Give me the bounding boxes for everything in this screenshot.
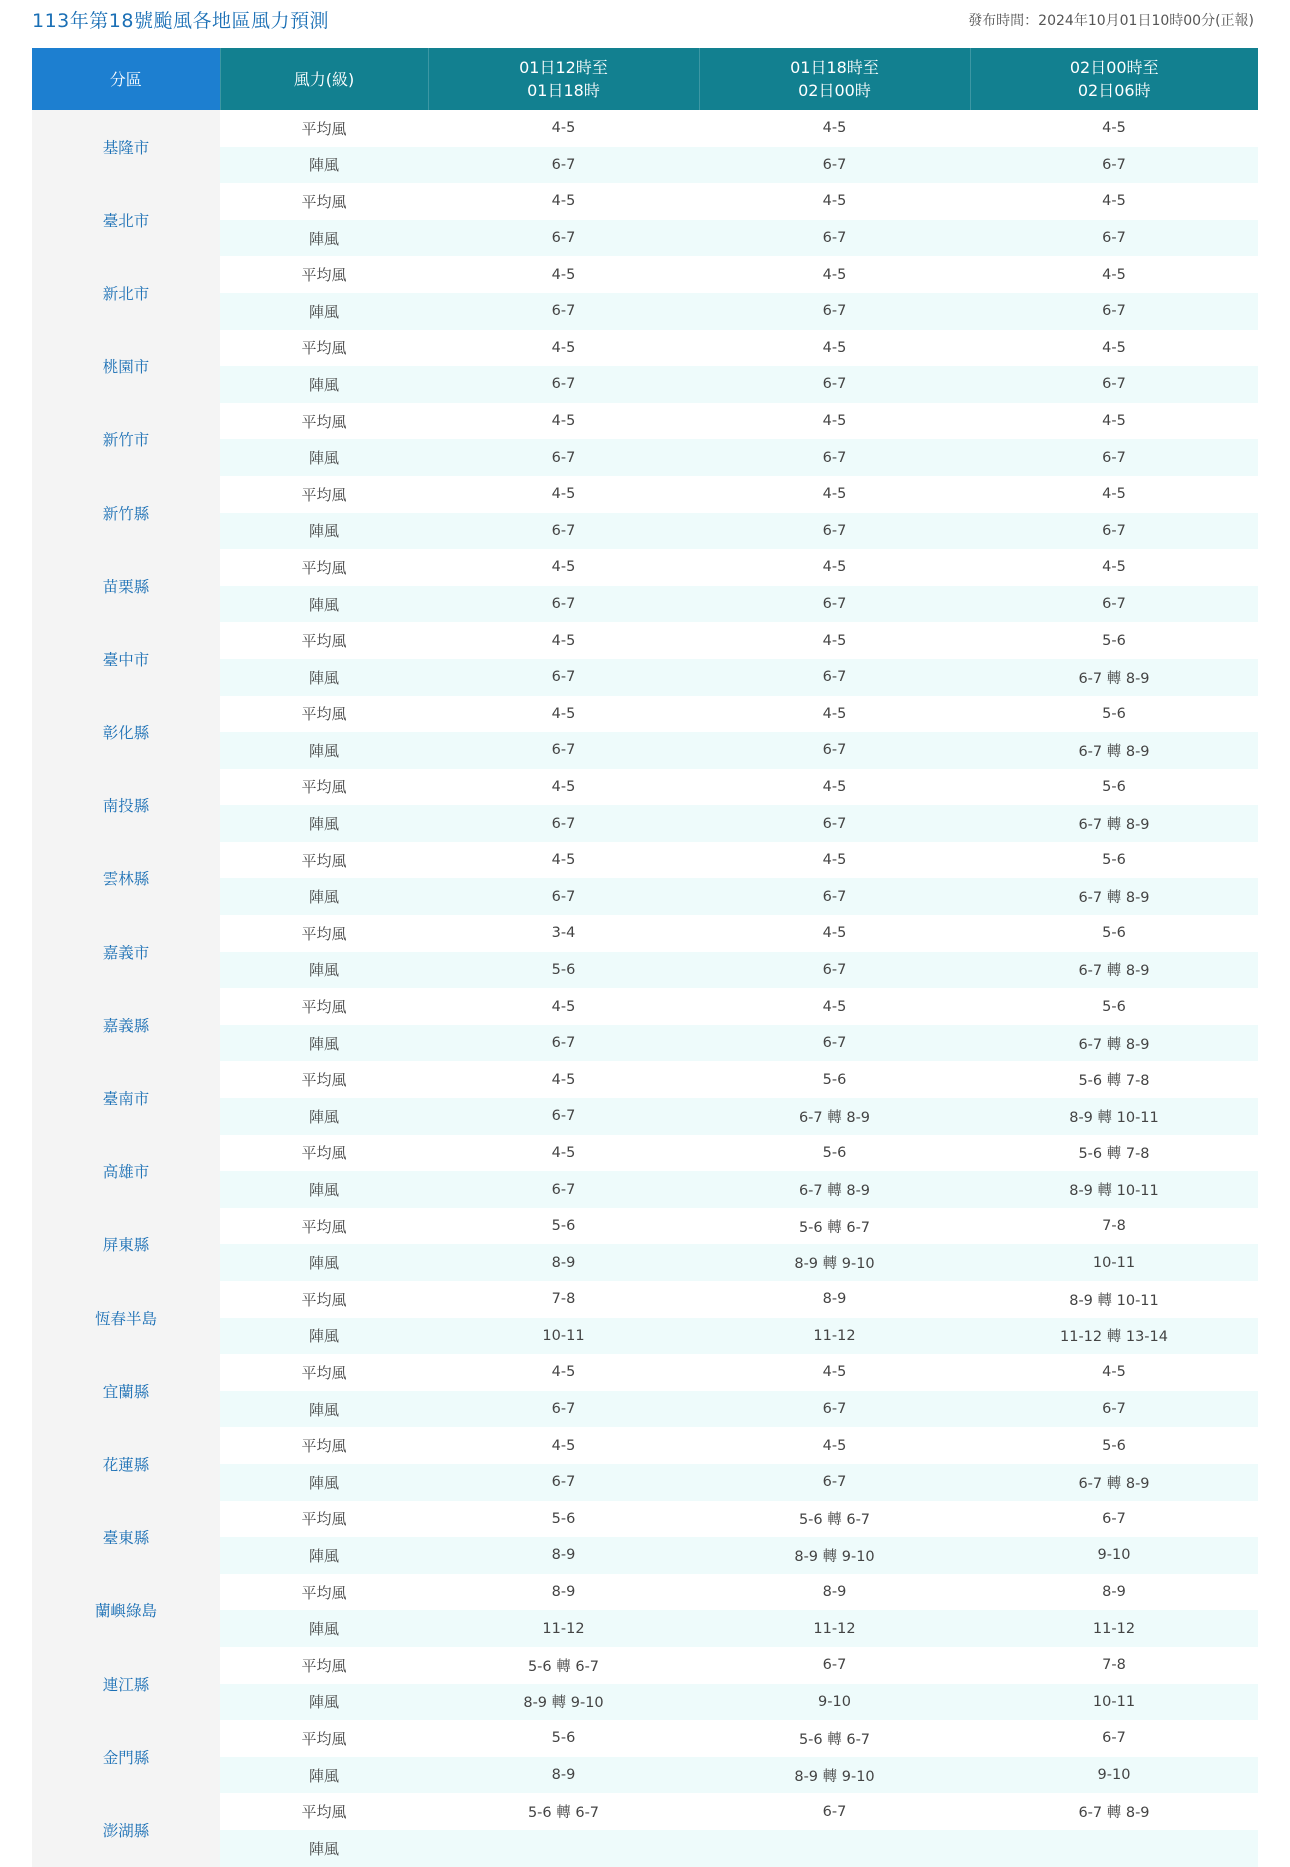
gust-value: 6-7 xyxy=(970,1391,1258,1428)
average-wind-label: 平均風 xyxy=(220,1135,428,1172)
region-name: 嘉義市 xyxy=(32,915,220,988)
gust-value: 10-11 xyxy=(428,1318,699,1355)
gust-value: 6-7 轉 8-9 xyxy=(970,878,1258,915)
table-body xyxy=(32,110,1258,1867)
average-wind-value: 4-5 xyxy=(970,476,1258,513)
average-wind-value: 4-5 xyxy=(970,110,1258,147)
gust-label: 陣風 xyxy=(220,1757,428,1794)
gust-value: 11-12 xyxy=(699,1318,970,1355)
region-name: 新北市 xyxy=(32,256,220,329)
average-wind-label: 平均風 xyxy=(220,330,428,367)
average-wind-value: 5-6 xyxy=(428,1720,699,1757)
gust-value: 6-7 xyxy=(699,293,970,330)
gust-value: 6-7 xyxy=(970,147,1258,184)
gust-value xyxy=(970,1830,1258,1867)
table-row xyxy=(32,1501,1258,1538)
region-name: 高雄市 xyxy=(32,1135,220,1208)
average-wind-value: 5-6 xyxy=(428,1501,699,1538)
region-name: 新竹縣 xyxy=(32,476,220,549)
gust-label: 陣風 xyxy=(220,1318,428,1355)
average-wind-value: 5-6 xyxy=(699,1135,970,1172)
region-name: 宜蘭縣 xyxy=(32,1354,220,1427)
gust-label: 陣風 xyxy=(220,220,428,257)
gust-value: 6-7 xyxy=(699,1025,970,1062)
average-wind-value: 4-5 xyxy=(428,1354,699,1391)
average-wind-label: 平均風 xyxy=(220,988,428,1025)
gust-value: 6-7 xyxy=(428,586,699,623)
gust-value: 8-9 xyxy=(428,1757,699,1794)
gust-value: 11-12 轉 13-14 xyxy=(970,1318,1258,1355)
region-name: 金門縣 xyxy=(32,1720,220,1793)
gust-value: 6-7 xyxy=(428,439,699,476)
average-wind-value: 6-7 xyxy=(970,1501,1258,1538)
gust-label: 陣風 xyxy=(220,293,428,330)
average-wind-value: 6-7 xyxy=(970,1720,1258,1757)
average-wind-value: 4-5 xyxy=(699,403,970,440)
header-period-2-start: 01日18時至 xyxy=(790,58,879,77)
average-wind-label: 平均風 xyxy=(220,1061,428,1098)
table-row xyxy=(32,476,1258,513)
average-wind-value: 6-7 xyxy=(699,1793,970,1830)
gust-value: 6-7 xyxy=(970,586,1258,623)
gust-label: 陣風 xyxy=(220,805,428,842)
average-wind-value: 8-9 xyxy=(970,1574,1258,1611)
average-wind-label: 平均風 xyxy=(220,769,428,806)
average-wind-value: 5-6 轉 6-7 xyxy=(699,1208,970,1245)
gust-label: 陣風 xyxy=(220,366,428,403)
average-wind-value: 4-5 xyxy=(699,476,970,513)
page-title: 113年第18號颱風各地區風力預測 xyxy=(32,10,329,32)
average-wind-value: 5-6 轉 7-8 xyxy=(970,1061,1258,1098)
table-row xyxy=(32,110,1258,147)
table-row xyxy=(32,1647,1258,1684)
average-wind-label: 平均風 xyxy=(220,1208,428,1245)
table-row xyxy=(32,1793,1258,1830)
table-row xyxy=(32,842,1258,879)
average-wind-value: 4-5 xyxy=(699,1427,970,1464)
gust-value: 6-7 xyxy=(970,439,1258,476)
average-wind-value: 4-5 xyxy=(970,183,1258,220)
average-wind-value: 4-5 xyxy=(428,549,699,586)
gust-value: 6-7 轉 8-9 xyxy=(970,805,1258,842)
region-name: 蘭嶼綠島 xyxy=(32,1574,220,1647)
gust-value: 10-11 xyxy=(970,1244,1258,1281)
average-wind-value: 6-7 轉 8-9 xyxy=(970,1793,1258,1830)
gust-value: 8-9 轉 9-10 xyxy=(428,1684,699,1721)
gust-value: 6-7 xyxy=(428,147,699,184)
average-wind-value: 4-5 xyxy=(699,988,970,1025)
table-row xyxy=(32,1574,1258,1611)
gust-value: 8-9 轉 9-10 xyxy=(699,1537,970,1574)
average-wind-value: 4-5 xyxy=(970,1354,1258,1391)
region-name: 花蓮縣 xyxy=(32,1427,220,1500)
gust-value: 6-7 xyxy=(699,1464,970,1501)
region-name: 南投縣 xyxy=(32,769,220,842)
gust-value: 6-7 xyxy=(428,659,699,696)
region-name: 嘉義縣 xyxy=(32,988,220,1061)
average-wind-label: 平均風 xyxy=(220,1647,428,1684)
table-row xyxy=(32,622,1258,659)
table-row xyxy=(32,403,1258,440)
table-row xyxy=(32,1354,1258,1391)
gust-value: 6-7 轉 8-9 xyxy=(970,1025,1258,1062)
average-wind-value: 4-5 xyxy=(428,256,699,293)
gust-label: 陣風 xyxy=(220,1830,428,1867)
gust-label: 陣風 xyxy=(220,439,428,476)
table-row xyxy=(32,183,1258,220)
average-wind-value: 5-6 xyxy=(970,842,1258,879)
average-wind-label: 平均風 xyxy=(220,842,428,879)
gust-value: 6-7 xyxy=(699,732,970,769)
table-row xyxy=(32,549,1258,586)
gust-label: 陣風 xyxy=(220,1098,428,1135)
gust-value: 10-11 xyxy=(970,1684,1258,1721)
gust-value: 6-7 轉 8-9 xyxy=(699,1098,970,1135)
average-wind-value: 5-6 xyxy=(970,1427,1258,1464)
average-wind-label: 平均風 xyxy=(220,622,428,659)
average-wind-value: 5-6 轉 6-7 xyxy=(699,1501,970,1538)
average-wind-value: 4-5 xyxy=(699,330,970,367)
gust-value: 6-7 xyxy=(428,1464,699,1501)
gust-value: 6-7 xyxy=(970,220,1258,257)
gust-value: 6-7 xyxy=(699,147,970,184)
average-wind-value: 4-5 xyxy=(699,256,970,293)
gust-label: 陣風 xyxy=(220,1391,428,1428)
gust-value: 6-7 xyxy=(428,1391,699,1428)
average-wind-value: 4-5 xyxy=(428,622,699,659)
gust-label: 陣風 xyxy=(220,1171,428,1208)
average-wind-value: 4-5 xyxy=(428,988,699,1025)
region-name: 臺南市 xyxy=(32,1061,220,1134)
gust-value: 6-7 xyxy=(428,513,699,550)
average-wind-label: 平均風 xyxy=(220,110,428,147)
region-name: 臺北市 xyxy=(32,183,220,256)
gust-value: 6-7 xyxy=(699,878,970,915)
region-name: 雲林縣 xyxy=(32,842,220,915)
region-name: 彰化縣 xyxy=(32,696,220,769)
gust-value: 6-7 xyxy=(428,1171,699,1208)
average-wind-value: 8-9 xyxy=(428,1574,699,1611)
average-wind-value: 4-5 xyxy=(699,769,970,806)
region-name: 臺中市 xyxy=(32,622,220,695)
gust-label: 陣風 xyxy=(220,952,428,989)
table-row xyxy=(32,988,1258,1025)
average-wind-value: 4-5 xyxy=(428,183,699,220)
average-wind-value: 4-5 xyxy=(428,769,699,806)
average-wind-value: 8-9 xyxy=(699,1574,970,1611)
average-wind-value: 5-6 xyxy=(970,622,1258,659)
header-period-1 xyxy=(428,48,699,110)
table-row xyxy=(32,915,1258,952)
average-wind-value: 4-5 xyxy=(428,403,699,440)
average-wind-label: 平均風 xyxy=(220,403,428,440)
gust-value: 6-7 xyxy=(699,659,970,696)
gust-label: 陣風 xyxy=(220,878,428,915)
header-period-1-start: 01日12時至 xyxy=(519,58,608,77)
average-wind-value: 4-5 xyxy=(428,696,699,733)
gust-label: 陣風 xyxy=(220,1464,428,1501)
average-wind-value: 4-5 xyxy=(970,549,1258,586)
average-wind-value: 4-5 xyxy=(428,110,699,147)
table-header xyxy=(32,48,1258,110)
gust-value: 6-7 xyxy=(699,439,970,476)
average-wind-label: 平均風 xyxy=(220,256,428,293)
gust-value: 9-10 xyxy=(970,1537,1258,1574)
gust-value: 6-7 xyxy=(428,293,699,330)
average-wind-value: 5-6 xyxy=(970,696,1258,733)
gust-value: 8-9 轉 10-11 xyxy=(970,1171,1258,1208)
gust-label: 陣風 xyxy=(220,513,428,550)
average-wind-value: 4-5 xyxy=(699,622,970,659)
gust-value: 6-7 xyxy=(428,878,699,915)
table-row xyxy=(32,1208,1258,1245)
average-wind-value: 5-6 轉 6-7 xyxy=(428,1647,699,1684)
average-wind-label: 平均風 xyxy=(220,1793,428,1830)
average-wind-value: 8-9 轉 10-11 xyxy=(970,1281,1258,1318)
gust-value: 9-10 xyxy=(699,1684,970,1721)
gust-value: 6-7 xyxy=(428,366,699,403)
header-period-3-start: 02日00時至 xyxy=(1069,58,1159,77)
gust-value: 6-7 xyxy=(699,366,970,403)
gust-value: 6-7 轉 8-9 xyxy=(970,659,1258,696)
average-wind-value: 4-5 xyxy=(970,403,1258,440)
gust-label: 陣風 xyxy=(220,1684,428,1721)
header-period-3-end: 02日06時 xyxy=(1077,81,1151,100)
region-name: 基隆市 xyxy=(32,110,220,183)
average-wind-value: 4-5 xyxy=(699,696,970,733)
average-wind-label: 平均風 xyxy=(220,549,428,586)
gust-value: 6-7 xyxy=(699,805,970,842)
header-period-2-end: 02日00時 xyxy=(798,81,871,100)
average-wind-value: 5-6 轉 6-7 xyxy=(699,1720,970,1757)
region-name: 屏東縣 xyxy=(32,1208,220,1281)
gust-value: 6-7 xyxy=(970,513,1258,550)
gust-value: 5-6 xyxy=(428,952,699,989)
average-wind-value: 8-9 xyxy=(699,1281,970,1318)
average-wind-value: 5-6 轉 7-8 xyxy=(970,1135,1258,1172)
gust-value xyxy=(428,1830,699,1867)
average-wind-value: 4-5 xyxy=(428,476,699,513)
average-wind-value: 5-6 xyxy=(970,915,1258,952)
average-wind-value: 4-5 xyxy=(699,549,970,586)
gust-value: 11-12 xyxy=(699,1610,970,1647)
average-wind-label: 平均風 xyxy=(220,183,428,220)
issued-time: 發布時間：2024年10月01日10時00分(正報) xyxy=(968,13,1254,29)
header-period-3 xyxy=(970,48,1258,110)
table-row xyxy=(32,1427,1258,1464)
table-row xyxy=(32,1061,1258,1098)
average-wind-value: 4-5 xyxy=(699,1354,970,1391)
gust-value: 6-7 xyxy=(970,366,1258,403)
average-wind-value: 4-5 xyxy=(699,110,970,147)
average-wind-value: 4-5 xyxy=(699,183,970,220)
gust-value: 6-7 xyxy=(428,732,699,769)
average-wind-label: 平均風 xyxy=(220,1281,428,1318)
table-row xyxy=(32,1281,1258,1318)
average-wind-label: 平均風 xyxy=(220,1501,428,1538)
average-wind-value: 4-5 xyxy=(428,1061,699,1098)
gust-label: 陣風 xyxy=(220,147,428,184)
gust-label: 陣風 xyxy=(220,1025,428,1062)
table-row xyxy=(32,696,1258,733)
table-row xyxy=(32,769,1258,806)
gust-label: 陣風 xyxy=(220,1610,428,1647)
table-row xyxy=(32,256,1258,293)
gust-value: 6-7 xyxy=(428,1025,699,1062)
wind-forecast-table xyxy=(32,48,1258,1867)
header-period-1-end: 01日18時 xyxy=(527,81,600,100)
average-wind-value: 5-6 xyxy=(699,1061,970,1098)
average-wind-value: 7-8 xyxy=(428,1281,699,1318)
table-row xyxy=(32,1720,1258,1757)
gust-value: 6-7 xyxy=(428,220,699,257)
gust-value: 6-7 轉 8-9 xyxy=(699,1171,970,1208)
average-wind-value: 4-5 xyxy=(699,842,970,879)
region-name: 桃園市 xyxy=(32,330,220,403)
gust-value: 11-12 xyxy=(970,1610,1258,1647)
gust-value: 8-9 轉 10-11 xyxy=(970,1098,1258,1135)
average-wind-value: 6-7 xyxy=(699,1647,970,1684)
header-zone: 分區 xyxy=(32,48,220,110)
average-wind-value: 4-5 xyxy=(970,256,1258,293)
average-wind-label: 平均風 xyxy=(220,1354,428,1391)
average-wind-value: 4-5 xyxy=(428,842,699,879)
gust-value: 6-7 轉 8-9 xyxy=(970,732,1258,769)
gust-value: 6-7 xyxy=(699,952,970,989)
average-wind-value: 4-5 xyxy=(428,1427,699,1464)
gust-value: 8-9 xyxy=(428,1244,699,1281)
gust-value: 9-10 xyxy=(970,1757,1258,1794)
average-wind-label: 平均風 xyxy=(220,915,428,952)
average-wind-value: 5-6 xyxy=(428,1208,699,1245)
average-wind-value: 4-5 xyxy=(970,330,1258,367)
gust-value: 6-7 xyxy=(699,1391,970,1428)
gust-value xyxy=(699,1830,970,1867)
region-name: 臺東縣 xyxy=(32,1501,220,1574)
region-name: 新竹市 xyxy=(32,403,220,476)
average-wind-value: 5-6 xyxy=(970,769,1258,806)
region-name: 恆春半島 xyxy=(32,1281,220,1354)
average-wind-value: 4-5 xyxy=(699,915,970,952)
gust-value: 8-9 轉 9-10 xyxy=(699,1757,970,1794)
gust-label: 陣風 xyxy=(220,1244,428,1281)
gust-value: 6-7 xyxy=(699,220,970,257)
average-wind-label: 平均風 xyxy=(220,696,428,733)
average-wind-value: 7-8 xyxy=(970,1208,1258,1245)
region-name: 連江縣 xyxy=(32,1647,220,1720)
gust-label: 陣風 xyxy=(220,659,428,696)
page-header xyxy=(0,0,1290,44)
gust-value: 6-7 轉 8-9 xyxy=(970,1464,1258,1501)
region-name: 苗栗縣 xyxy=(32,549,220,622)
average-wind-label: 平均風 xyxy=(220,476,428,513)
gust-value: 11-12 xyxy=(428,1610,699,1647)
gust-value: 6-7 轉 8-9 xyxy=(970,952,1258,989)
gust-value: 6-7 xyxy=(428,805,699,842)
table-row xyxy=(32,1135,1258,1172)
average-wind-label: 平均風 xyxy=(220,1720,428,1757)
average-wind-value: 3-4 xyxy=(428,915,699,952)
gust-value: 6-7 xyxy=(699,586,970,623)
gust-value: 6-7 xyxy=(970,293,1258,330)
gust-value: 8-9 轉 9-10 xyxy=(699,1244,970,1281)
header-wind-level: 風力(級) xyxy=(220,48,428,110)
average-wind-value: 4-5 xyxy=(428,1135,699,1172)
gust-label: 陣風 xyxy=(220,732,428,769)
average-wind-value: 7-8 xyxy=(970,1647,1258,1684)
header-period-2 xyxy=(699,48,970,110)
average-wind-label: 平均風 xyxy=(220,1427,428,1464)
gust-value: 6-7 xyxy=(699,513,970,550)
average-wind-value: 5-6 轉 6-7 xyxy=(428,1793,699,1830)
gust-label: 陣風 xyxy=(220,586,428,623)
average-wind-label: 平均風 xyxy=(220,1574,428,1611)
gust-label: 陣風 xyxy=(220,1537,428,1574)
gust-value: 6-7 xyxy=(428,1098,699,1135)
average-wind-value: 5-6 xyxy=(970,988,1258,1025)
gust-value: 8-9 xyxy=(428,1537,699,1574)
table-row xyxy=(32,330,1258,367)
average-wind-value: 4-5 xyxy=(428,330,699,367)
region-name: 澎湖縣 xyxy=(32,1793,220,1866)
